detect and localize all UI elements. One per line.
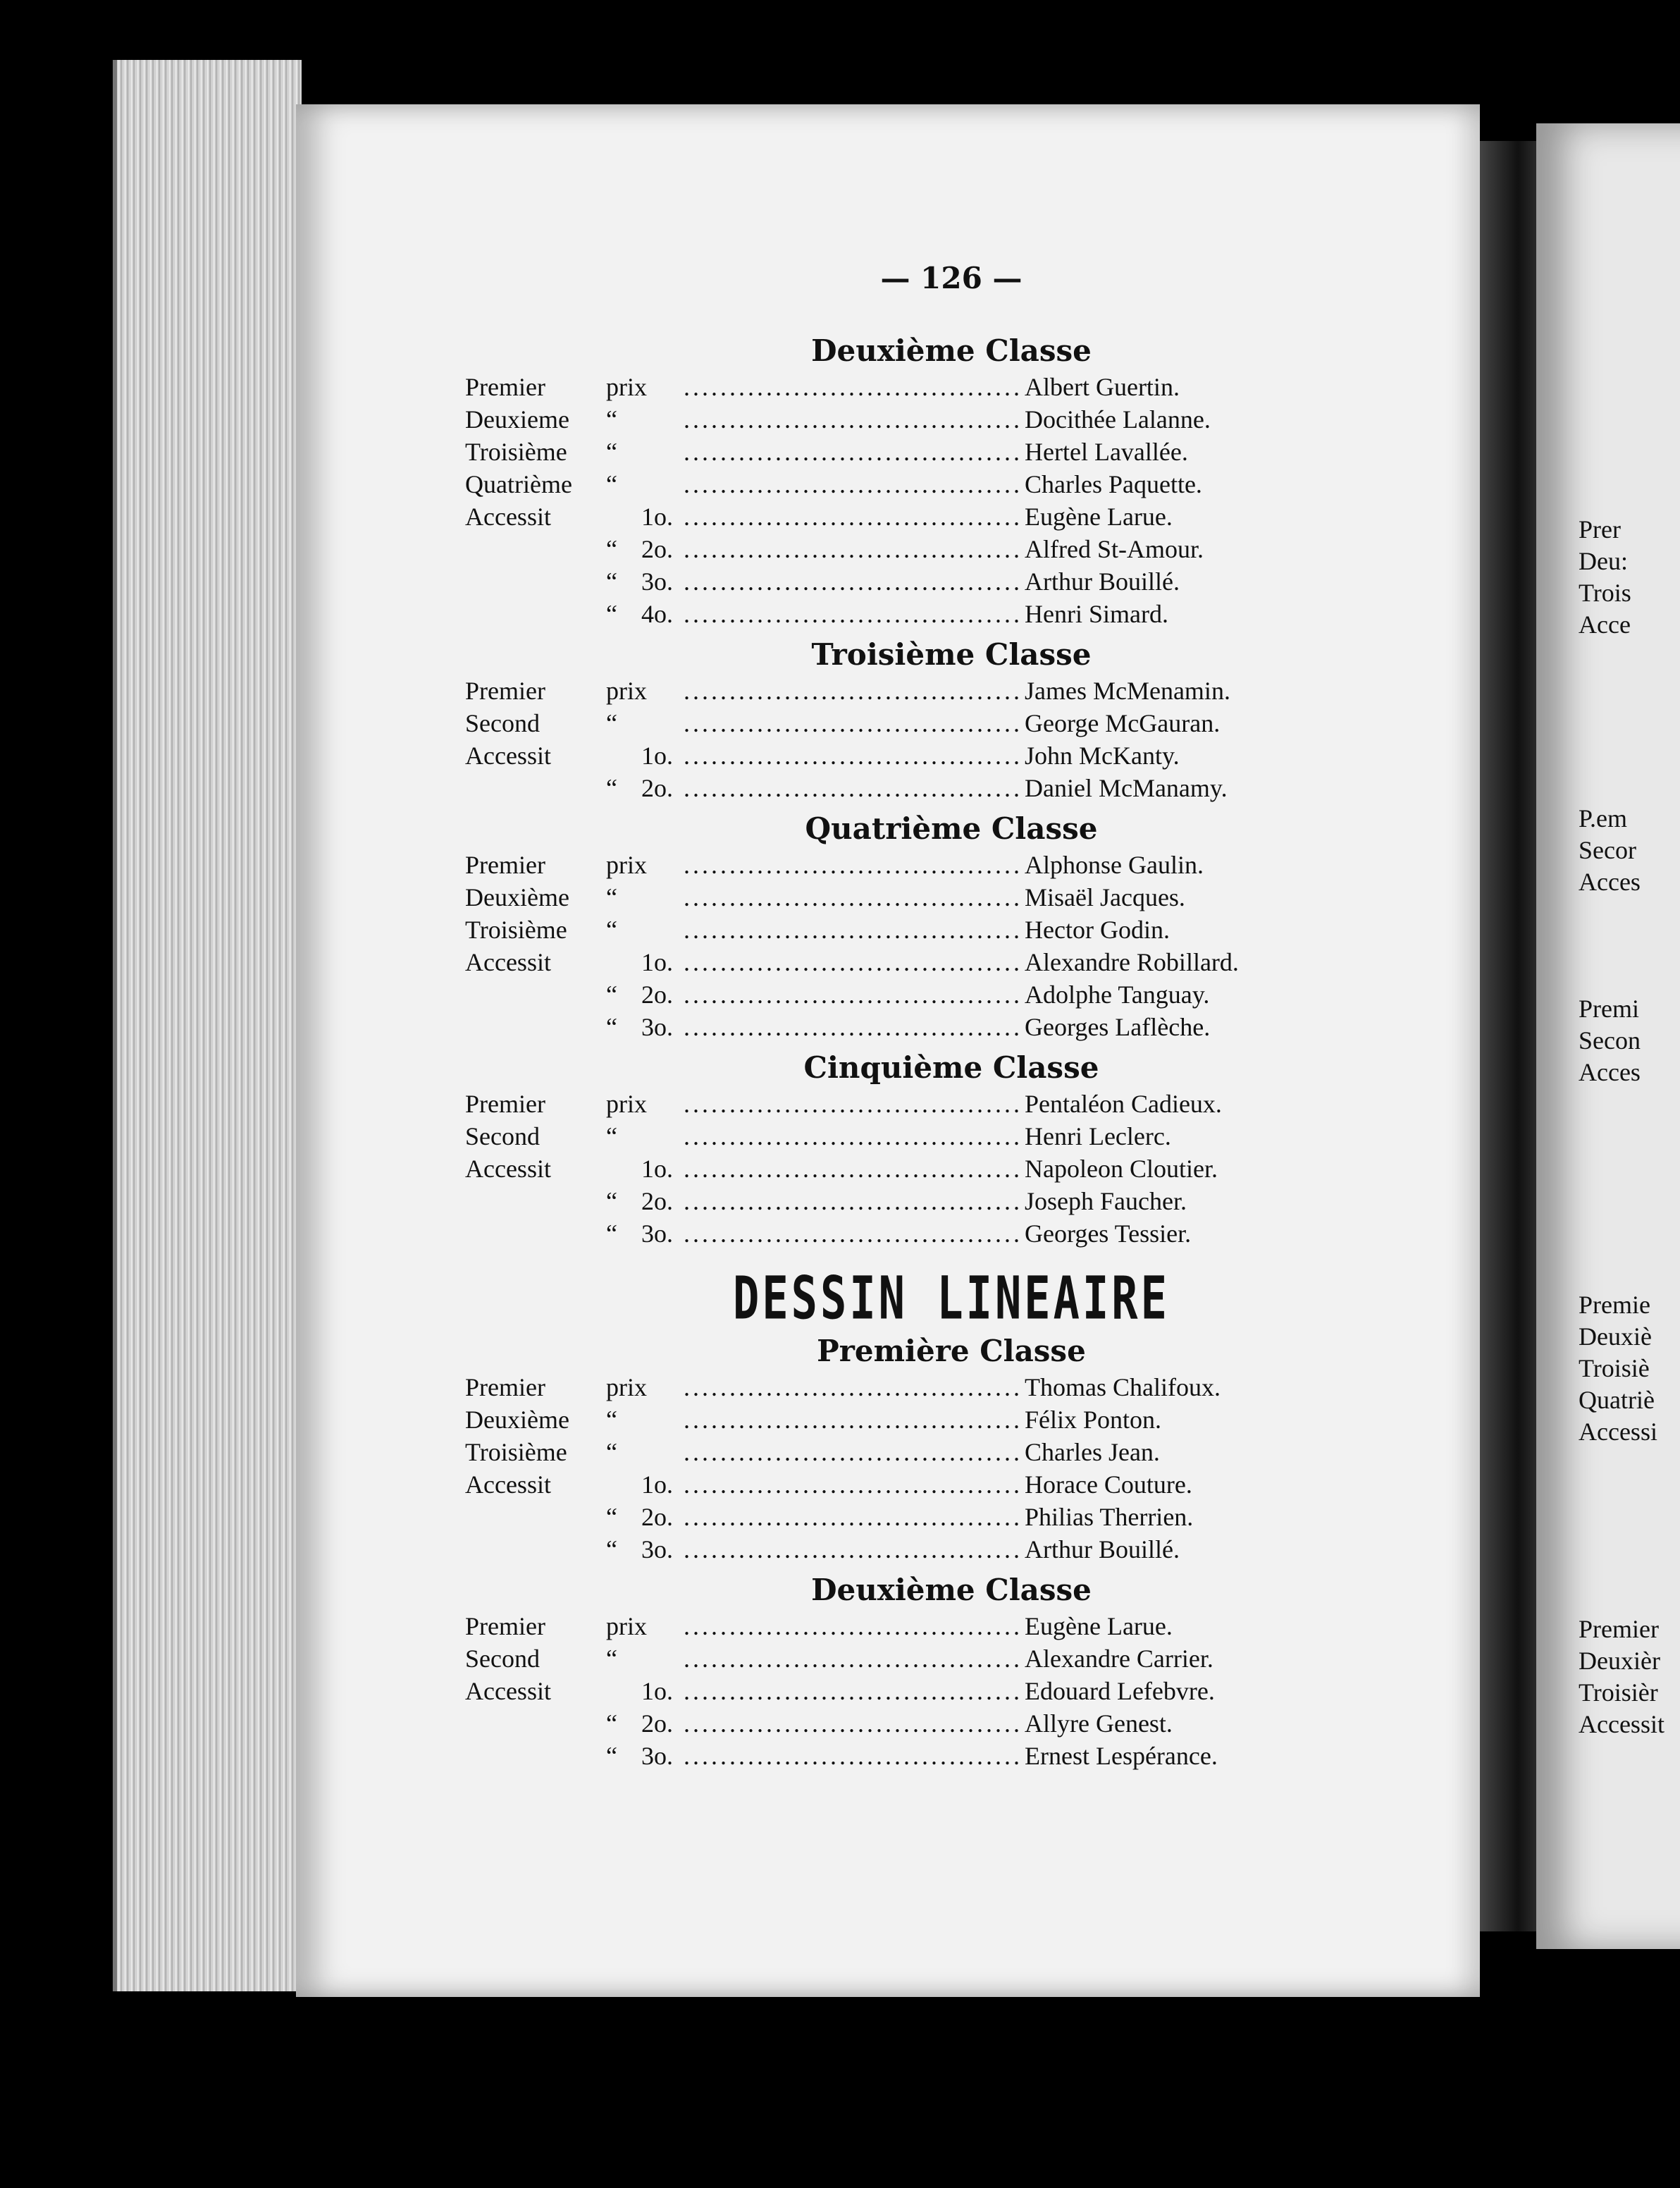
class-heading: Cinquième Classe [803, 1050, 1099, 1085]
prize-label: Accessit [465, 1677, 551, 1705]
prize-rank: 2o. [641, 981, 673, 1009]
prize-ordinal: “ [606, 1535, 617, 1563]
prize-rows [465, 1089, 1438, 1251]
prize-row [465, 469, 1438, 502]
prize-ordinal: “ [606, 774, 617, 802]
winner-name: Arthur Bouillé. [1025, 567, 1180, 596]
leader-dots [684, 1089, 1022, 1119]
prize-row [465, 1154, 1438, 1186]
prize-row [465, 1121, 1438, 1154]
prize-rank: 2o. [641, 1503, 673, 1531]
leader-dots [684, 947, 1022, 977]
leader-dots [684, 534, 1022, 564]
prize-rank: 1o. [641, 503, 673, 531]
prize-row [465, 1644, 1438, 1676]
prize-label: Premier [465, 373, 545, 401]
class-heading: Troisième Classe [811, 637, 1092, 672]
winner-name: Hector Godin. [1025, 916, 1170, 944]
prize-ordinal: “ [606, 1187, 617, 1215]
prize-rank: 2o. [641, 535, 673, 563]
prize-rank: 3o. [641, 1742, 673, 1770]
leader-dots [684, 1121, 1022, 1151]
prize-rank: 3o. [641, 1219, 673, 1248]
prize-ordinal: “ [606, 1219, 617, 1248]
winner-name: Docithée Lalanne. [1025, 405, 1211, 434]
right-page-fragment: Acce [1579, 610, 1631, 639]
prize-ordinal: “ [606, 1013, 617, 1041]
prize-row [465, 502, 1438, 534]
leader-dots [684, 1535, 1022, 1564]
leader-dots [684, 1219, 1022, 1248]
prize-row [465, 567, 1438, 599]
winner-name: Alfred St-Amour. [1025, 535, 1204, 563]
page-number: — 126 — [880, 261, 1023, 295]
prize-ordinal: “ [606, 1742, 617, 1770]
leader-dots [684, 567, 1022, 596]
right-page-fragment: Deu: [1579, 547, 1628, 575]
winner-name: Georges Tessier. [1025, 1219, 1192, 1248]
leader-dots [684, 1676, 1022, 1706]
prize-row [465, 676, 1438, 708]
leader-dots [684, 708, 1022, 738]
right-page-fragment: Troisiè [1579, 1354, 1650, 1382]
prize-ordinal: “ [606, 438, 617, 466]
winner-name: James McMenamin. [1025, 677, 1230, 705]
right-page-fragment: Accessit [1579, 1710, 1664, 1738]
prize-rows [465, 850, 1438, 1045]
dessin-sections [465, 1334, 1438, 1774]
winner-name: Alexandre Carrier. [1025, 1645, 1213, 1673]
prize-label: Troisième [465, 438, 567, 466]
leader-dots [684, 405, 1022, 434]
prize-rows [465, 676, 1438, 806]
prize-row [465, 437, 1438, 469]
prize-row [465, 1372, 1438, 1405]
prize-row [465, 708, 1438, 741]
leader-dots [684, 1611, 1022, 1641]
prize-ordinal: “ [606, 916, 617, 944]
winner-name: Thomas Chalifoux. [1025, 1373, 1221, 1401]
leader-dots [684, 1502, 1022, 1532]
prize-rows [465, 1611, 1438, 1774]
right-page-fragment: Quatriè [1579, 1386, 1655, 1414]
prize-rows [465, 372, 1438, 632]
prize-label: Premier [465, 1612, 545, 1640]
prize-ordinal: “ [606, 981, 617, 1009]
prize-row [465, 773, 1438, 806]
prize-rank: 1o. [641, 1470, 673, 1499]
class-heading: Deuxième Classe [811, 1573, 1092, 1607]
prize-row [465, 1186, 1438, 1219]
winner-name: Arthur Bouillé. [1025, 1535, 1180, 1563]
winner-name: Hertel Lavallée. [1025, 438, 1188, 466]
winner-name: Philias Therrien. [1025, 1503, 1194, 1531]
prize-row [465, 1741, 1438, 1774]
leader-dots [684, 1644, 1022, 1673]
classes-sections [465, 333, 1438, 1251]
winner-name: Joseph Faucher. [1025, 1187, 1187, 1215]
right-page-fragment: Deuxiè [1579, 1322, 1652, 1351]
prize-label: Second [465, 1645, 540, 1673]
prize-ordinal: “ [606, 567, 617, 596]
prize-label: Accessit [465, 1470, 551, 1499]
prize-row [465, 850, 1438, 883]
prize-rank: 1o. [641, 742, 673, 770]
leader-dots [684, 1470, 1022, 1499]
dessin-lineaire-title: DESSIN LINEAIRE [733, 1263, 1170, 1333]
prize-rank: 1o. [641, 1677, 673, 1705]
prize-ordinal: prix [606, 677, 647, 705]
prize-label: Accessit [465, 742, 551, 770]
leader-dots [684, 372, 1022, 402]
prize-rank: 3o. [641, 1013, 673, 1041]
right-page-fragment: Acces [1579, 1058, 1641, 1086]
winner-name: Adolphe Tanguay. [1025, 981, 1210, 1009]
prize-label: Deuxieme [465, 405, 569, 434]
prize-rank: 1o. [641, 1155, 673, 1183]
prize-row [465, 915, 1438, 947]
prize-ordinal: “ [606, 1709, 617, 1738]
winner-name: Misaël Jacques. [1025, 883, 1185, 911]
prize-ordinal: prix [606, 851, 647, 879]
winner-name: Edouard Lefebvre. [1025, 1677, 1215, 1705]
prize-row [465, 1709, 1438, 1741]
winner-name: Henri Simard. [1025, 600, 1168, 628]
prize-label: Troisième [465, 916, 567, 944]
right-page-fragment: P.em [1579, 804, 1628, 832]
class-heading: Première Classe [817, 1334, 1086, 1368]
prize-rows [465, 1372, 1438, 1567]
leader-dots [684, 1154, 1022, 1184]
prize-ordinal: “ [606, 1438, 617, 1466]
book-gutter [1480, 141, 1543, 1931]
winner-name: Daniel McManamy. [1025, 774, 1228, 802]
winner-name: Charles Jean. [1025, 1438, 1160, 1466]
leader-dots [684, 1709, 1022, 1738]
leader-dots [684, 437, 1022, 467]
prize-ordinal: “ [606, 1503, 617, 1531]
leader-dots [684, 1405, 1022, 1434]
right-page-fragment: Prer [1579, 515, 1621, 543]
leader-dots [684, 599, 1022, 629]
leader-dots [684, 883, 1022, 912]
leader-dots [684, 502, 1022, 531]
prize-row [465, 883, 1438, 915]
leader-dots [684, 915, 1022, 945]
prize-ordinal: prix [606, 373, 647, 401]
right-page-fragment: Troisièr [1579, 1678, 1658, 1707]
prize-rank: 2o. [641, 774, 673, 802]
prize-list [465, 328, 1438, 1774]
winner-name: Pentaléon Cadieux. [1025, 1090, 1222, 1118]
winner-name: Ernest Lespérance. [1025, 1742, 1218, 1770]
leader-dots [684, 980, 1022, 1009]
right-page-fragment: Secor [1579, 836, 1636, 864]
winner-name: John McKanty. [1025, 742, 1180, 770]
prize-ordinal: “ [606, 1645, 617, 1673]
prize-row [465, 741, 1438, 773]
leader-dots [684, 469, 1022, 499]
prize-rank: 2o. [641, 1187, 673, 1215]
prize-row [465, 534, 1438, 567]
winner-name: George McGauran. [1025, 709, 1221, 737]
prize-row [465, 1535, 1438, 1567]
prize-row [465, 980, 1438, 1012]
prize-row [465, 1219, 1438, 1251]
leader-dots [684, 1741, 1022, 1771]
prize-ordinal: “ [606, 709, 617, 737]
prize-row [465, 1676, 1438, 1709]
prize-row [465, 1089, 1438, 1121]
prize-ordinal: “ [606, 600, 617, 628]
winner-name: Félix Ponton. [1025, 1406, 1162, 1434]
prize-label: Troisième [465, 1438, 567, 1466]
prize-label: Accessit [465, 948, 551, 976]
winner-name: Allyre Genest. [1025, 1709, 1173, 1738]
prize-row [465, 947, 1438, 980]
prize-rank: 1o. [641, 948, 673, 976]
prize-row [465, 1611, 1438, 1644]
winner-name: Henri Leclerc. [1025, 1122, 1171, 1150]
leader-dots [684, 1372, 1022, 1402]
prize-label: Premier [465, 1090, 545, 1118]
prize-rank: 2o. [641, 1709, 673, 1738]
class-heading: Deuxième Classe [811, 333, 1092, 368]
prize-label: Premier [465, 677, 545, 705]
prize-ordinal: “ [606, 405, 617, 434]
prize-rank: 4o. [641, 600, 673, 628]
class-heading: Quatrième Classe [805, 811, 1098, 846]
book-page-edges [113, 60, 302, 1991]
prize-row [465, 1470, 1438, 1502]
right-page-fragment: Premie [1579, 1291, 1650, 1319]
prize-label: Second [465, 1122, 540, 1150]
prize-row [465, 405, 1438, 437]
prize-label: Deuxième [465, 1406, 569, 1434]
prize-ordinal: prix [606, 1373, 647, 1401]
right-page-fragment: Premier [1579, 1615, 1659, 1643]
prize-row [465, 1012, 1438, 1045]
prize-label: Accessit [465, 503, 551, 531]
winner-name: Charles Paquette. [1025, 470, 1202, 498]
prize-rank: 3o. [641, 567, 673, 596]
winner-name: Alphonse Gaulin. [1025, 851, 1204, 879]
prize-row [465, 372, 1438, 405]
winner-name: Albert Guertin. [1025, 373, 1180, 401]
prize-ordinal: prix [606, 1090, 647, 1118]
prize-label: Premier [465, 1373, 545, 1401]
prize-ordinal: “ [606, 883, 617, 911]
leader-dots [684, 1437, 1022, 1467]
leader-dots [684, 850, 1022, 880]
leader-dots [684, 1186, 1022, 1216]
right-page-fragment: Premi [1579, 995, 1639, 1023]
right-page-fragment: Accessi [1579, 1418, 1657, 1446]
prize-ordinal: “ [606, 535, 617, 563]
right-page-fragment: Acces [1579, 868, 1641, 896]
leader-dots [684, 773, 1022, 803]
leader-dots [684, 741, 1022, 770]
prize-label: Second [465, 709, 540, 737]
right-page-fragment: Trois [1579, 579, 1631, 607]
prize-label: Quatrième [465, 470, 572, 498]
prize-row [465, 1502, 1438, 1535]
prize-label: Premier [465, 851, 545, 879]
prize-row [465, 1405, 1438, 1437]
prize-ordinal: prix [606, 1612, 647, 1640]
winner-name: Eugène Larue. [1025, 1612, 1173, 1640]
right-page-fragment: Deuxièr [1579, 1647, 1660, 1675]
leader-dots [684, 1012, 1022, 1042]
winner-name: Georges Laflèche. [1025, 1013, 1211, 1041]
prize-row [465, 1437, 1438, 1470]
leader-dots [684, 676, 1022, 706]
prize-ordinal: “ [606, 470, 617, 498]
prize-row [465, 599, 1438, 632]
winner-name: Horace Couture. [1025, 1470, 1192, 1499]
prize-ordinal: “ [606, 1122, 617, 1150]
prize-label: Accessit [465, 1155, 551, 1183]
winner-name: Napoleon Cloutier. [1025, 1155, 1218, 1183]
winner-name: Alexandre Robillard. [1025, 948, 1239, 976]
winner-name: Eugène Larue. [1025, 503, 1173, 531]
right-page-fragment: Secon [1579, 1026, 1641, 1055]
prize-label: Deuxième [465, 883, 569, 911]
prize-ordinal: “ [606, 1406, 617, 1434]
prize-rank: 3o. [641, 1535, 673, 1563]
